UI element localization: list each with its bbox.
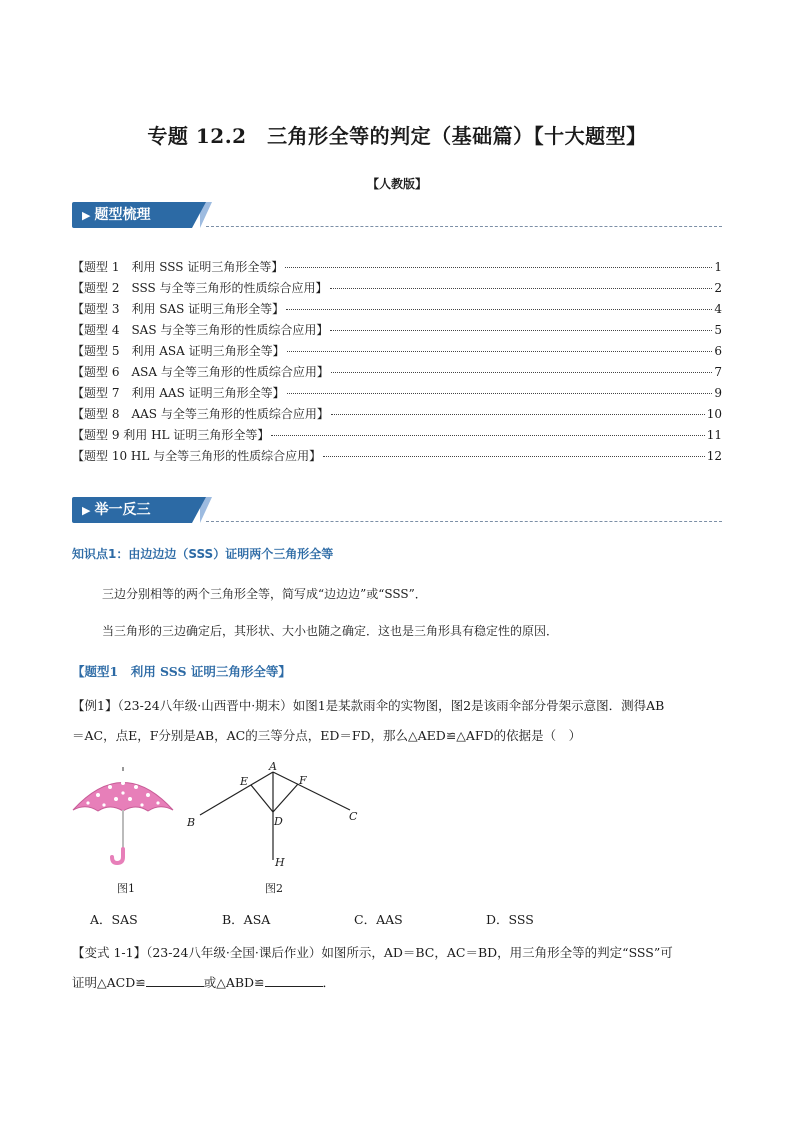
point-label-f: F — [299, 774, 307, 787]
point-label-b: B — [187, 816, 196, 829]
point-label-h: H — [275, 856, 285, 869]
answer-blank[interactable] — [265, 974, 323, 987]
variant-line2a: 证明△ACD≌ — [72, 975, 146, 990]
umbrella-photo — [68, 765, 178, 865]
toc-item[interactable]: 【题型 8 AAS 与全等三角形的性质综合应用】 10 — [72, 407, 722, 421]
toc-item[interactable]: 【题型 10 HL 与全等三角形的性质综合应用】 12 — [72, 449, 722, 463]
question-type-heading: 【题型1 利用 SSS 证明三角形全等】 — [72, 664, 291, 679]
section-banner-toc — [72, 202, 722, 228]
banner-label: 题型梳理 — [94, 207, 151, 223]
example-question — [72, 691, 724, 751]
option-b[interactable]: B．ASA — [222, 912, 271, 927]
variant-line1: 如图所示，AD＝BC，AC＝BD，用三角形全等的判定“SSS”可 — [321, 945, 673, 960]
point-label-a: A — [269, 760, 277, 773]
answer-blank[interactable] — [146, 974, 204, 987]
point-label-e: E — [240, 775, 249, 788]
example-line1: 如图1是某款雨伞的实物图，图2是该雨伞部分骨架示意图．测得AB — [292, 698, 665, 713]
play-triangle-icon: ▶ — [82, 209, 91, 222]
variant-source: （23-24八年级·全国·课后作业） — [146, 945, 322, 960]
table-of-contents — [72, 258, 722, 468]
paragraph: 当三角形的三边确定后，其形状、大小也随之确定．这也是三角形具有稳定性的原因． — [102, 624, 559, 638]
point-label-d: D — [274, 815, 283, 828]
page-title: 专题 12.2 三角形全等的判定（基础篇）【十大题型】 — [147, 124, 647, 148]
toc-item[interactable]: 【题型 2 SSS 与全等三角形的性质综合应用】 2 — [72, 281, 722, 295]
variant-question — [72, 938, 724, 998]
option-a[interactable]: A．SAS — [90, 912, 138, 927]
example-tag: 【例1】 — [72, 698, 118, 713]
paragraph: 三边分别相等的两个三角形全等，简写成“边边边”或“SSS”． — [102, 587, 427, 601]
play-triangle-icon: ▶ — [82, 504, 91, 517]
toc-item[interactable]: 【题型 3 利用 SAS 证明三角形全等】 4 — [72, 302, 722, 316]
example-source: （23-24八年级·山西晋中·期末） — [117, 698, 293, 713]
option-d[interactable]: D．SSS — [486, 912, 534, 927]
variant-line2c: ． — [322, 975, 336, 990]
banner-label: 举一反三 — [94, 502, 151, 518]
umbrella-skeleton-diagram — [185, 760, 365, 870]
point-label-c: C — [349, 810, 358, 823]
section-banner-practice — [72, 497, 722, 523]
toc-item[interactable]: 【题型 1 利用 SSS 证明三角形全等】 1 — [72, 260, 722, 274]
toc-item[interactable]: 【题型 6 ASA 与全等三角形的性质综合应用】 7 — [72, 365, 722, 379]
figure-caption-2: 图2 — [265, 882, 283, 895]
toc-item[interactable]: 【题型 9 利用 HL 证明三角形全等】 11 — [72, 428, 722, 442]
toc-item[interactable]: 【题型 7 利用 AAS 证明三角形全等】 9 — [72, 386, 722, 400]
example-line2: ＝AC，点E，F分别是AB，AC的三等分点，ED＝FD，那么△AED≌△AFD的依据是（ ） — [72, 728, 582, 743]
toc-item[interactable]: 【题型 4 SAS 与全等三角形的性质综合应用】 5 — [72, 323, 722, 337]
edition-label: 【人教版】 — [366, 177, 427, 191]
toc-item[interactable]: 【题型 5 利用 ASA 证明三角形全等】 6 — [72, 344, 722, 358]
answer-options — [90, 910, 650, 928]
knowledge-point-heading: 知识点1：由边边边（SSS）证明两个三角形全等 — [72, 547, 334, 561]
option-c[interactable]: C．AAS — [354, 912, 403, 927]
figure-caption-1: 图1 — [117, 882, 135, 895]
variant-line2b: 或△ABD≌ — [203, 975, 265, 990]
variant-tag: 【变式 1-1】 — [72, 945, 147, 960]
